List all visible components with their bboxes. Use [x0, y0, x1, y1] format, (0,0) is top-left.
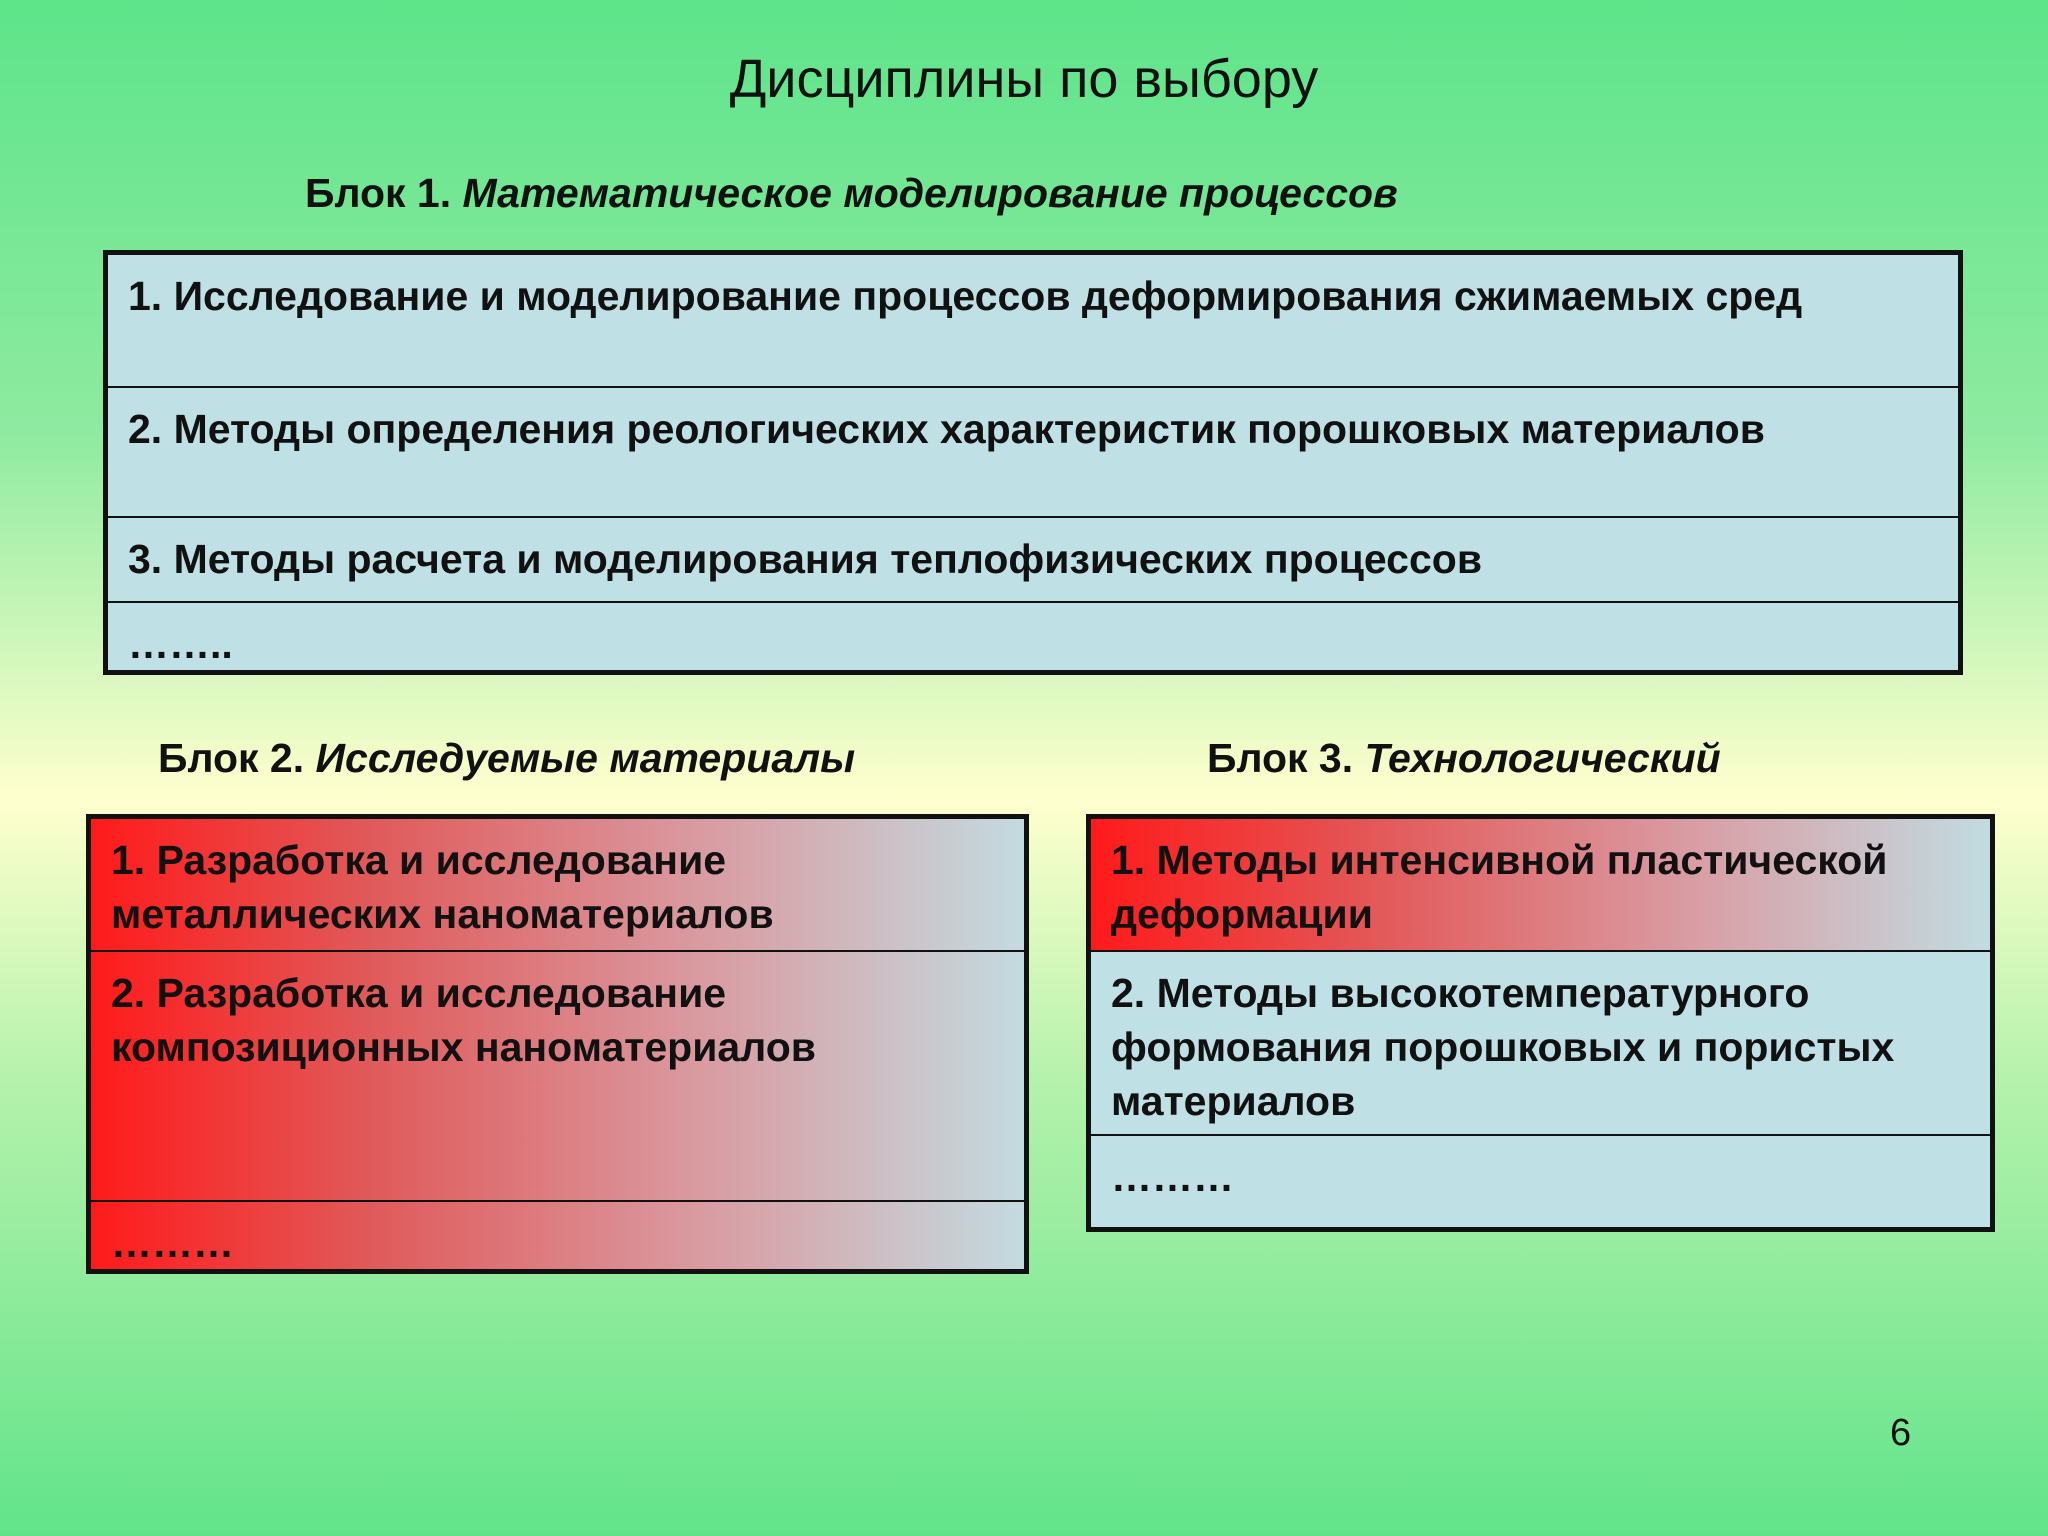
- block1-item-2: 2. Методы определения реологических характеристик порошковых материалов: [108, 386, 1958, 516]
- block3-item-1: 1. Методы интенсивной пластической деформации: [1091, 819, 1990, 950]
- block2-item-2: 2. Разработка и исследование композиционных наноматериалов: [91, 950, 1024, 1200]
- block3-item-3: ………: [1091, 1134, 1990, 1227]
- block3-subtitle: Технологический: [1364, 735, 1721, 781]
- block1-item-4: ……..: [108, 601, 1958, 670]
- block1-item-1: 1. Исследование и моделирование процессов деформирования сжимаемых сред: [128, 273, 1803, 319]
- block2-subtitle: Исследуемые материалы: [315, 735, 856, 781]
- block2-item-1: 1. Разработка и исследование металлических наноматериалов: [111, 837, 774, 937]
- block1-table: [103, 250, 1963, 675]
- block1-subtitle: Математическое моделирование процессов: [462, 170, 1398, 216]
- block2-item-3: ………: [91, 1200, 1024, 1269]
- page-number: 6: [1890, 1412, 1912, 1454]
- block1-heading: [305, 170, 1398, 217]
- block3-item-2: 2. Методы высокотемпературного формования порошковых и пористых материалов: [1091, 950, 1990, 1134]
- block2-table: [86, 814, 1029, 1274]
- block1-item-3: 3. Методы расчета и моделирования теплофизических процессов: [108, 516, 1958, 601]
- block3-heading: [1207, 735, 1721, 782]
- block2-heading: [158, 735, 855, 782]
- block2-label: Блок 2.: [158, 735, 305, 781]
- block3-table: [1086, 814, 1995, 1232]
- block3-label: Блок 3.: [1207, 735, 1354, 781]
- block1-label: Блок 1.: [305, 170, 452, 216]
- slide-title: Дисциплины по выбору: [729, 49, 1319, 109]
